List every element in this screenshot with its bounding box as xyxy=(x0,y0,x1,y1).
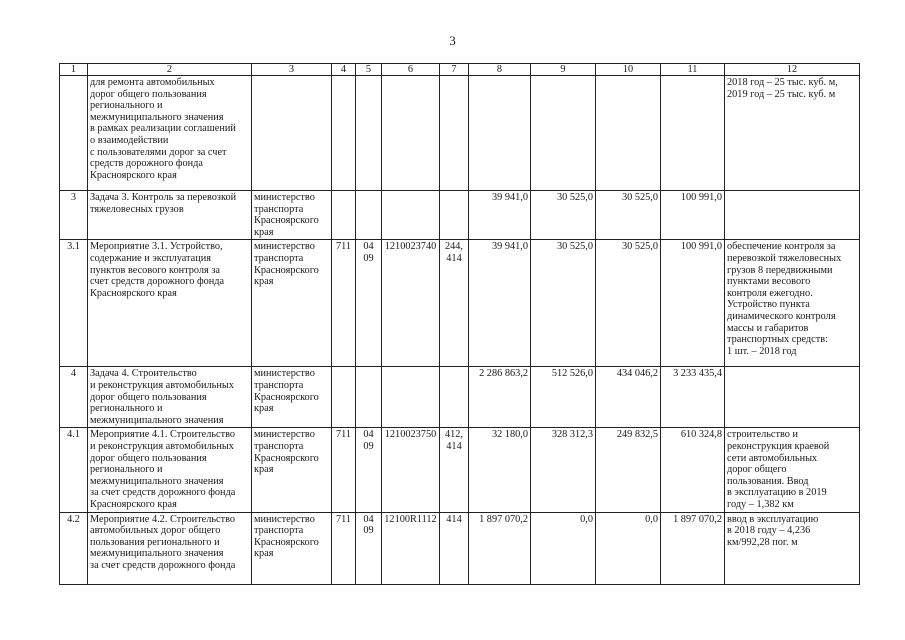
amount-2020 xyxy=(596,76,661,191)
column-header: 6 xyxy=(382,64,440,76)
grbs-code: 711 xyxy=(332,512,356,584)
amount-total: 100 991,0 xyxy=(661,191,725,240)
amount-2018 xyxy=(469,76,531,191)
table-row xyxy=(60,191,860,240)
executor-cell: министерство транспорта Красноярского края xyxy=(252,428,332,512)
row-number: 3.1 xyxy=(60,240,88,367)
expected-result: 2018 год – 25 тыс. куб. м, 2019 год – 25 тыс. куб. м xyxy=(725,76,860,191)
column-header: 1 xyxy=(60,64,88,76)
column-header: 11 xyxy=(661,64,725,76)
item-name: Мероприятие 3.1. Устройство, содержание и эксплуатация пунктов весового контроля за счет средств дорожного фонда Красноярского края xyxy=(88,240,252,367)
table-row xyxy=(60,512,860,584)
amount-2020: 0,0 xyxy=(596,512,661,584)
section-code xyxy=(356,191,382,240)
column-header: 9 xyxy=(531,64,596,76)
target-article-code: 1210023740 xyxy=(382,240,440,367)
section-code: 04 09 xyxy=(356,240,382,367)
column-header: 8 xyxy=(469,64,531,76)
expected-result: ввод в эксплуатацию в 2018 году – 4,236 км/992,28 пог. м xyxy=(725,512,860,584)
executor-cell: министерство транспорта Красноярского края xyxy=(252,512,332,584)
amount-total: 100 991,0 xyxy=(661,240,725,367)
row-number: 3 xyxy=(60,191,88,240)
amount-2019: 328 312,3 xyxy=(531,428,596,512)
column-header: 12 xyxy=(725,64,860,76)
grbs-code xyxy=(332,76,356,191)
table-row xyxy=(60,240,860,367)
item-name: для ремонта автомобильных дорог общего пользования регионального и межмуниципального значения в рамках реализации соглашений о взаимодействии с пользователями дорог за счет средств дорожного фонда Красноярского края xyxy=(88,76,252,191)
expense-type-code xyxy=(440,76,469,191)
expected-result: обеспечение контроля за перевозкой тяжеловесных грузов 8 передвижными пунктами весового контроля ежегодно. Устройство пункта динамического контроля массы и габаритов транспортных средств: 1 шт. – 2018 год xyxy=(725,240,860,367)
target-article-code xyxy=(382,76,440,191)
expense-type-code: 412, 414 xyxy=(440,428,469,512)
expense-type-code xyxy=(440,191,469,240)
item-name: Задача 3. Контроль за перевозкой тяжеловесных грузов xyxy=(88,191,252,240)
column-header: 5 xyxy=(356,64,382,76)
amount-total: 610 324,8 xyxy=(661,428,725,512)
executor-cell: министерство транспорта Красноярского края xyxy=(252,367,332,428)
executor-cell: министерство транспорта Красноярского края xyxy=(252,191,332,240)
table-row xyxy=(60,367,860,428)
amount-2018: 39 941,0 xyxy=(469,240,531,367)
grbs-code: 711 xyxy=(332,240,356,367)
page-number: 3 xyxy=(449,33,456,48)
row-number: 4.1 xyxy=(60,428,88,512)
amount-2020: 30 525,0 xyxy=(596,240,661,367)
expected-result xyxy=(725,191,860,240)
section-code: 04 09 xyxy=(356,428,382,512)
item-name: Мероприятие 4.2. Строительство автомобильных дорог общего пользования регионального и межмуниципального значения за счет средств дорожного фонда xyxy=(88,512,252,584)
amount-2018: 39 941,0 xyxy=(469,191,531,240)
amount-total: 1 897 070,2 xyxy=(661,512,725,584)
executor-cell xyxy=(252,76,332,191)
amount-2018: 32 180,0 xyxy=(469,428,531,512)
amount-2018: 2 286 863,2 xyxy=(469,367,531,428)
expense-type-code: 414 xyxy=(440,512,469,584)
executor-cell: министерство транспорта Красноярского края xyxy=(252,240,332,367)
target-article-code xyxy=(382,191,440,240)
amount-total xyxy=(661,76,725,191)
expense-type-code xyxy=(440,367,469,428)
table-row xyxy=(60,428,860,512)
amount-2019 xyxy=(531,76,596,191)
grbs-code xyxy=(332,367,356,428)
item-name: Мероприятие 4.1. Строительство и реконструкция автомобильных дорог общего пользования регионального и межмуниципального значения за счет средств дорожного фонда Красноярского края xyxy=(88,428,252,512)
target-article-code xyxy=(382,367,440,428)
amount-2018: 1 897 070,2 xyxy=(469,512,531,584)
expected-result xyxy=(725,367,860,428)
column-header: 7 xyxy=(440,64,469,76)
row-number: 4.2 xyxy=(60,512,88,584)
column-header: 4 xyxy=(332,64,356,76)
amount-2019: 30 525,0 xyxy=(531,191,596,240)
column-header: 10 xyxy=(596,64,661,76)
amount-2020: 249 832,5 xyxy=(596,428,661,512)
expense-type-code: 244, 414 xyxy=(440,240,469,367)
column-number-row xyxy=(60,64,860,76)
section-code xyxy=(356,76,382,191)
amount-2020: 30 525,0 xyxy=(596,191,661,240)
expected-result: строительство и реконструкция краевой сети автомобильных дорог общего пользования. Ввод в эксплуатацию в 2019 году – 1,382 км xyxy=(725,428,860,512)
amount-2020: 434 046,2 xyxy=(596,367,661,428)
program-table xyxy=(59,63,860,585)
grbs-code xyxy=(332,191,356,240)
column-header: 3 xyxy=(252,64,332,76)
table-row xyxy=(60,76,860,191)
target-article-code: 1210023750 xyxy=(382,428,440,512)
amount-2019: 30 525,0 xyxy=(531,240,596,367)
column-header: 2 xyxy=(88,64,252,76)
item-name: Задача 4. Строительство и реконструкция автомобильных дорог общего пользования регионального и межмуниципального значения xyxy=(88,367,252,428)
amount-2019: 512 526,0 xyxy=(531,367,596,428)
target-article-code: 12100R1112 xyxy=(382,512,440,584)
grbs-code: 711 xyxy=(332,428,356,512)
section-code xyxy=(356,367,382,428)
row-number: 4 xyxy=(60,367,88,428)
row-number xyxy=(60,76,88,191)
section-code: 04 09 xyxy=(356,512,382,584)
amount-total: 3 233 435,4 xyxy=(661,367,725,428)
amount-2019: 0,0 xyxy=(531,512,596,584)
